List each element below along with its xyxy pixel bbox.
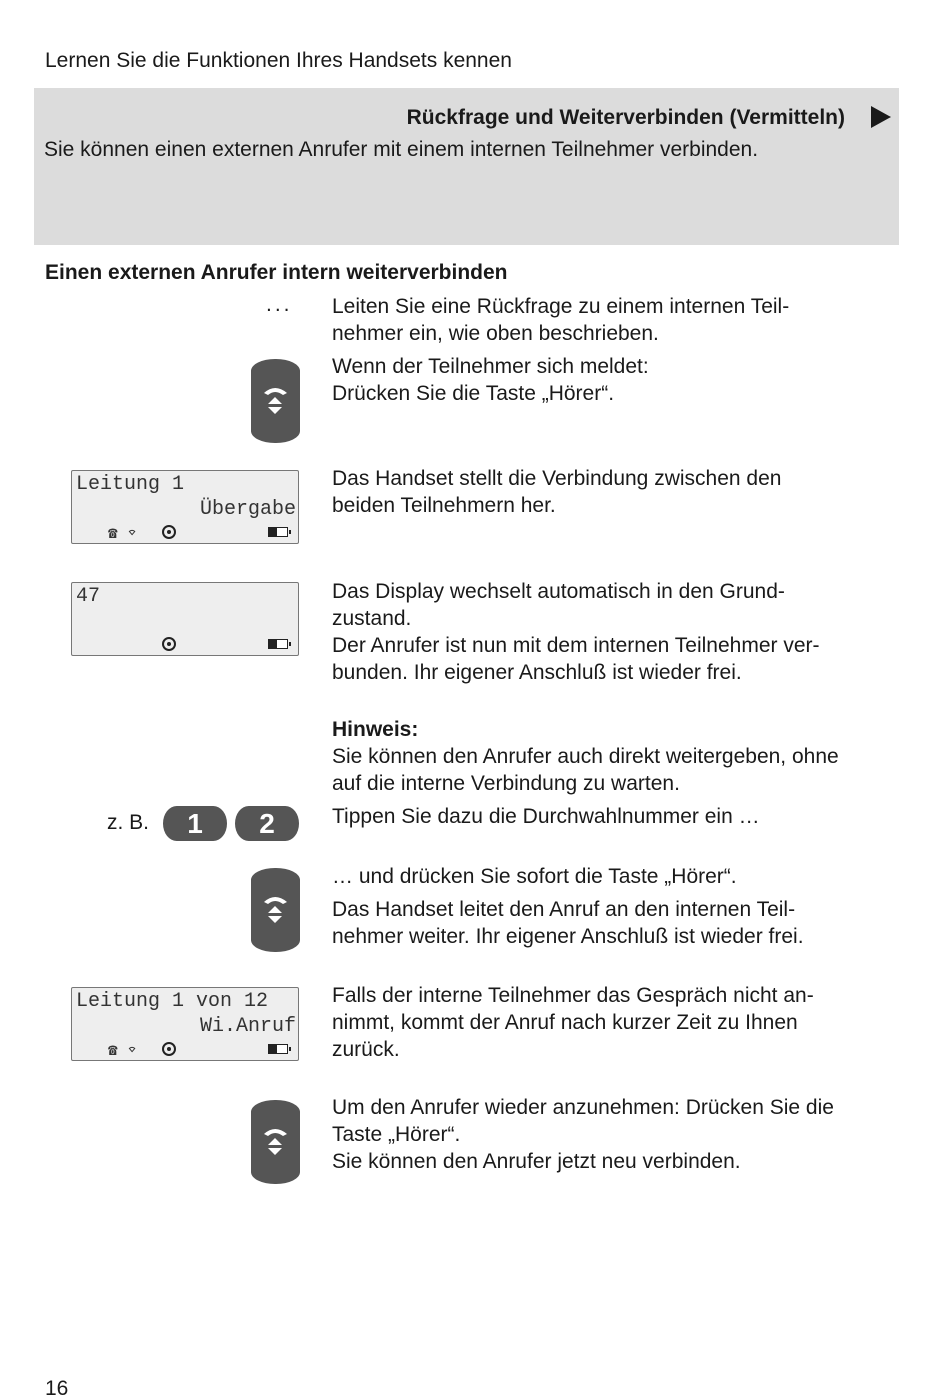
step-text: Falls der interne Teilnehmer das Gespräch nicht an- nimmt, kommt der Anruf nach kurzer Zeit zu Ihnen zurück.	[332, 984, 814, 1061]
status-target-icon	[162, 525, 176, 539]
handset-key	[251, 1100, 300, 1184]
arrow-right-icon	[871, 106, 891, 128]
step-text: Leiten Sie eine Rückfrage zu einem internen Teil- nehmer ein, wie oben beschrieben.	[332, 295, 790, 345]
digit-key-1: 1	[163, 806, 227, 841]
handset-key	[251, 359, 300, 443]
display-line-2: Wi.Anruf	[199, 1015, 296, 1038]
hint-label: Hinweis:	[332, 718, 419, 741]
phone-updown-icon	[262, 892, 289, 926]
battery-icon	[268, 1044, 288, 1054]
status-target-icon	[162, 637, 176, 651]
example-label: z. B.	[107, 811, 150, 834]
step-text: Wenn der Teilnehmer sich meldet: Drücken Sie die Taste „Hörer“.	[332, 355, 649, 405]
display-line-1: Leitung 1	[76, 473, 185, 496]
battery-icon	[268, 527, 288, 537]
display-transfer	[71, 470, 299, 544]
display-line-1: 47	[76, 585, 101, 608]
battery-icon	[268, 639, 288, 649]
ellipsis-marker: ...	[266, 293, 293, 316]
step-text: Um den Anrufer wieder anzunehmen: Drücken Sie die Taste „Hörer“. Sie können den Anrufer jetzt neu verbinden.	[332, 1096, 834, 1173]
topic-box	[34, 88, 899, 245]
display-line-2: Übergabe	[199, 498, 296, 521]
topic-intro: Sie können einen externen Anrufer mit einem internen Teilnehmer verbinden.	[44, 138, 759, 161]
topic-title: Rückfrage und Weiterverbinden (Vermitteln)	[406, 106, 845, 129]
page-header: Lernen Sie die Funktionen Ihres Handsets kennen	[45, 49, 512, 72]
step-text: Das Display wechselt automatisch in den Grund- zustand. Der Anrufer ist nun mit dem internen Teilnehmer ver- bunden. Ihr eigener Anschluß ist wieder frei.	[332, 580, 820, 684]
step-text: Tippen Sie dazu die Durchwahlnummer ein …	[332, 805, 760, 828]
hint-text: Sie können den Anrufer auch direkt weitergeben, ohne auf die interne Verbindung zu warten.	[332, 745, 839, 795]
phone-signal-icons: ☎ ⌔	[108, 1042, 137, 1060]
step-text: … und drücken Sie sofort die Taste „Hörer“.	[332, 865, 737, 888]
phone-updown-icon	[262, 1124, 289, 1158]
page-number: 16	[45, 1377, 69, 1399]
handset-key	[251, 868, 300, 952]
phone-updown-icon	[262, 383, 289, 417]
display-callback	[71, 987, 299, 1061]
step-text: Das Handset leitet den Anruf an den internen Teil- nehmer weiter. Ihr eigener Anschluß ist wieder frei.	[332, 898, 804, 948]
display-line-1: Leitung 1 von 12	[76, 990, 269, 1013]
display-idle	[71, 582, 299, 656]
digit-key-2: 2	[235, 806, 299, 841]
step-text: Das Handset stellt die Verbindung zwischen den beiden Teilnehmern her.	[332, 467, 782, 517]
section-title: Einen externen Anrufer intern weiterverbinden	[45, 261, 508, 284]
phone-signal-icons: ☎ ⌔	[108, 525, 137, 543]
status-target-icon	[162, 1042, 176, 1056]
